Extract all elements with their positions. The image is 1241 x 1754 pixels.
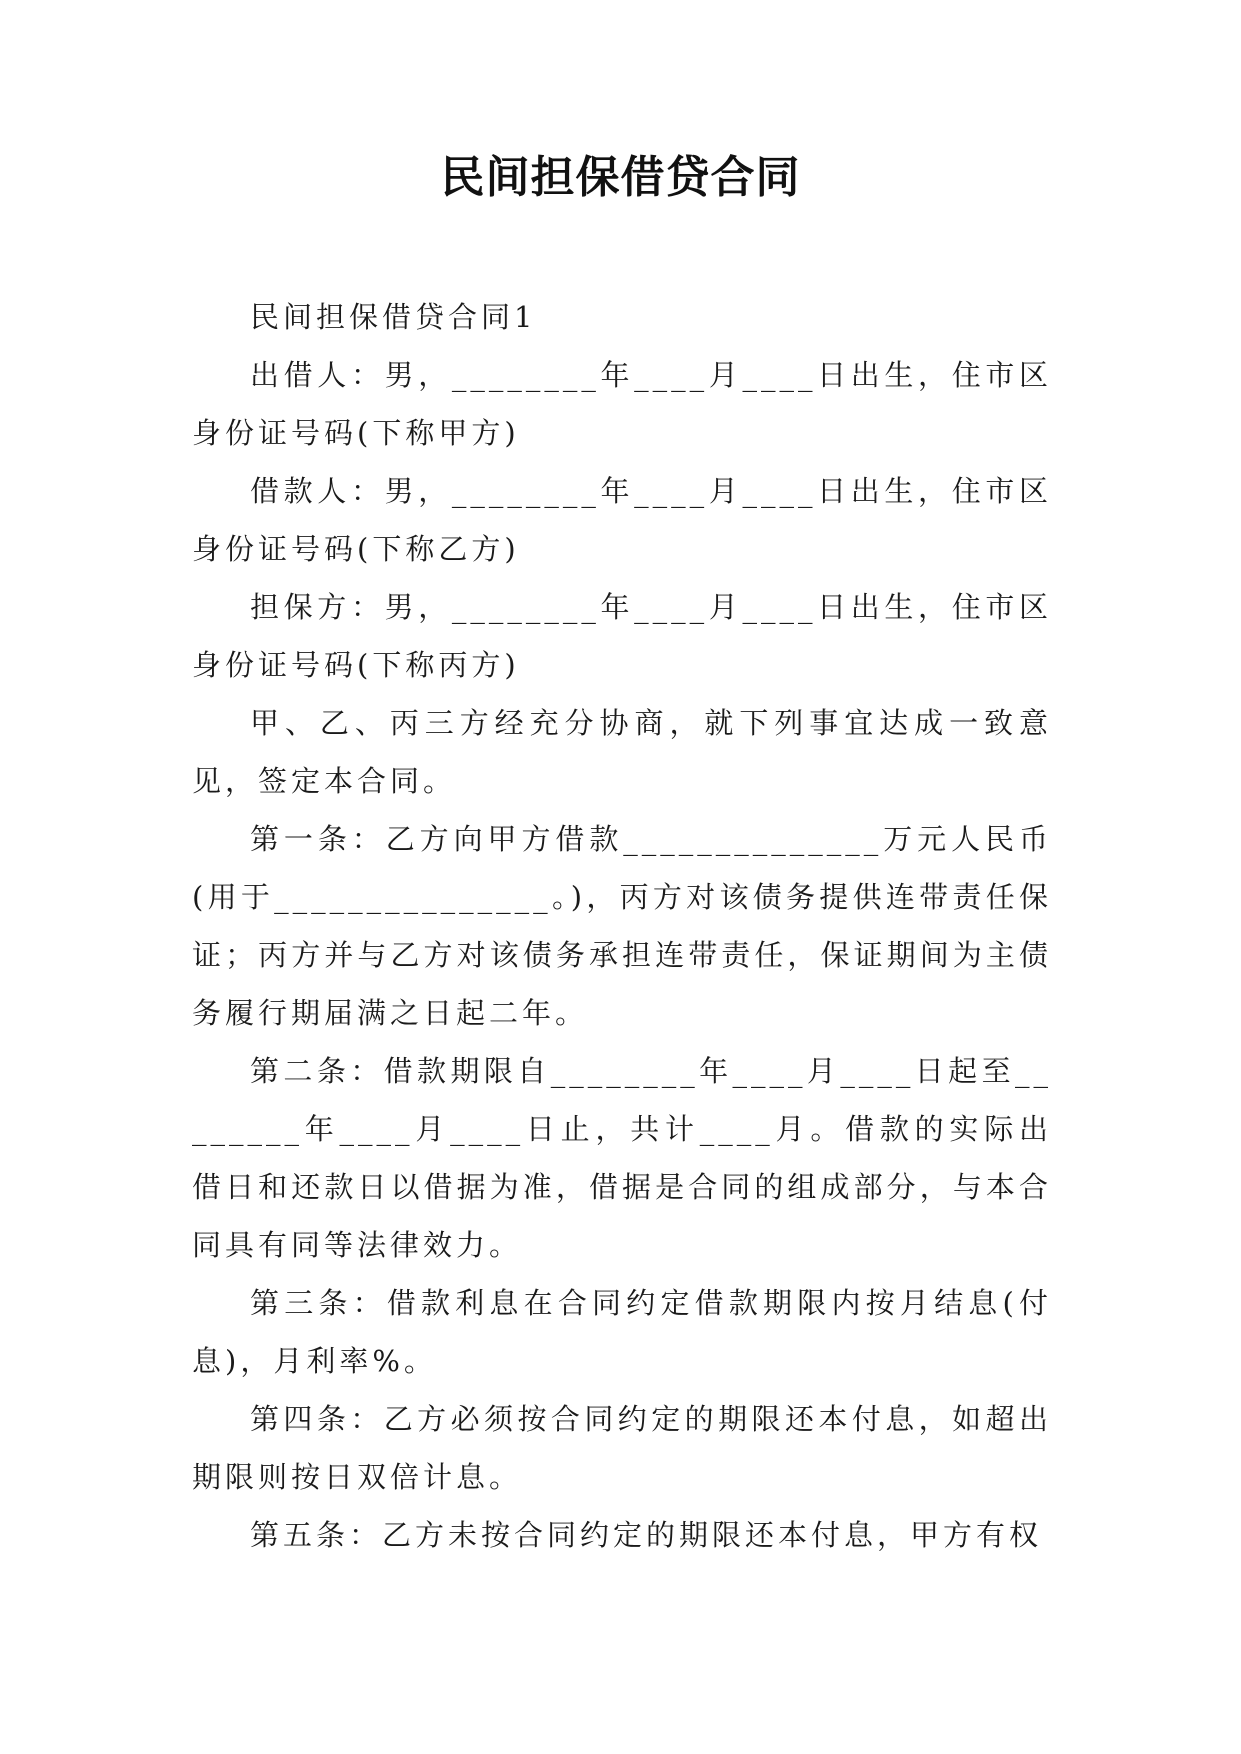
article-2-paragraph: 第二条：借款期限自________年____月____日起至________年____月____日止，共计____月。借款的实际出借日和还款日以借据为准，借据是合同的组成部分，与本合同具有同等法律效力。	[192, 1054, 1052, 1262]
article-3-paragraph: 第三条：借款利息在合同约定借款期限内按月结息(付息)，月利率%。	[192, 1286, 1052, 1378]
document-title: 民间担保借贷合同	[440, 152, 801, 203]
article-5-paragraph: 第五条：乙方未按合同约定的期限还本付息，甲方有权	[250, 1518, 1043, 1552]
agreement-paragraph: 甲、乙、丙三方经充分协商，就下列事宜达成一致意见，签定本合同。	[192, 706, 1052, 798]
guarantor-paragraph: 担保方：男，________年____月____日出生，住市区身份证号码(下称丙方)	[192, 590, 1052, 682]
article-4-paragraph: 第四条：乙方必须按合同约定的期限还本付息，如超出期限则按日双倍计息。	[192, 1402, 1052, 1494]
lender-paragraph: 出借人：男，________年____月____日出生，住市区身份证号码(下称甲方)	[192, 358, 1052, 450]
document-body	[192, 288, 1052, 1564]
subtitle-paragraph: 民间担保借贷合同1	[250, 300, 537, 334]
borrower-paragraph: 借款人：男，________年____月____日出生，住市区身份证号码(下称乙方)	[192, 474, 1052, 566]
article-1-paragraph: 第一条：乙方向甲方借款______________万元人民币(用于_______________。)，丙方对该债务提供连带责任保证；丙方并与乙方对该债务承担连带责任，保证期间为主债务履行期届满之日起二年。	[192, 822, 1052, 1030]
